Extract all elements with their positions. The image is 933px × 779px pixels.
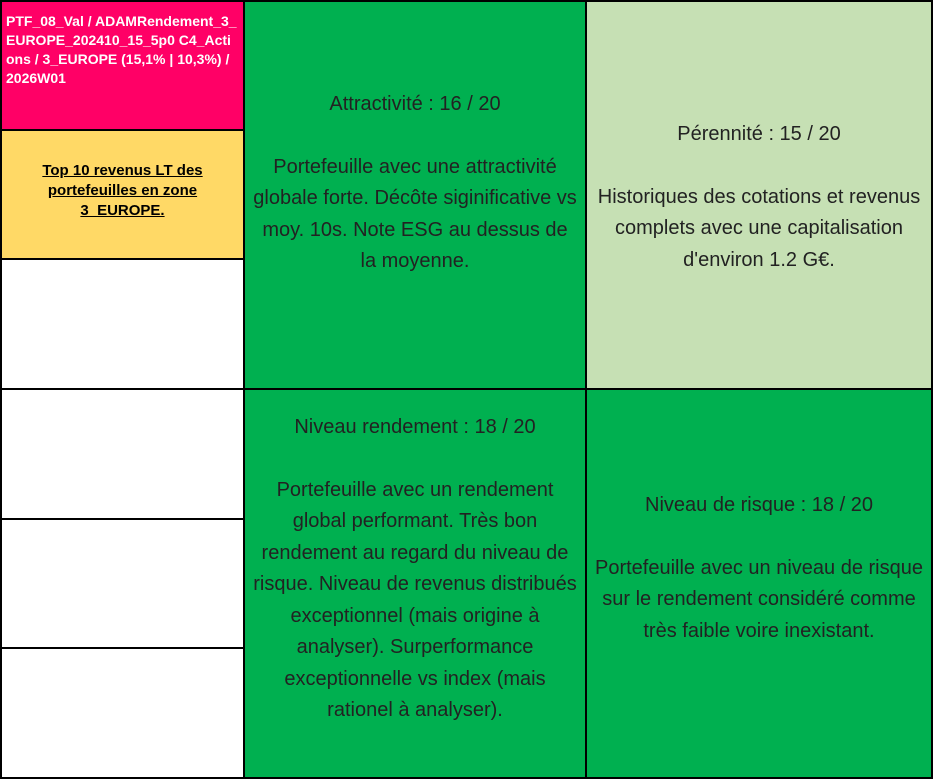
empty-cell bbox=[2, 260, 243, 388]
rendement-panel bbox=[245, 390, 585, 777]
portfolio-subtitle bbox=[2, 131, 243, 258]
perennite-panel bbox=[587, 2, 931, 388]
rendement-heading: Niveau rendement : 18 / 20 bbox=[294, 416, 536, 438]
portfolio-subtitle-text: Top 10 revenus LT des portefeuilles en zone 3_EUROPE. bbox=[42, 162, 203, 219]
perennite-body: Historiques des cotations et revenus complets avec une capitalisation d'environ 1.2 G€. bbox=[597, 185, 921, 271]
attractivite-heading: Attractivité : 16 / 20 bbox=[329, 93, 501, 115]
attractivite-panel bbox=[245, 2, 585, 388]
rendement-body: Portefeuille avec un rendement global performant. Très bon rendement au regard du niveau de risque. Niveau de revenus distribués exceptionnel (mais origine à analyser). Surperformance exceptionnelle vs index (mais rationel à analyser). bbox=[253, 478, 577, 721]
portfolio-title: PTF_08_Val / ADAMRendement_3_EUROPE_202410_15_5p0 C4_Actions / 3_EUROPE (15,1% | 10,3%) / 2026W01 bbox=[2, 2, 243, 129]
perennite-heading: Pérennité : 15 / 20 bbox=[677, 123, 841, 145]
risque-heading: Niveau de risque : 18 / 20 bbox=[645, 494, 873, 516]
risque-body: Portefeuille avec un niveau de risque sur le rendement considéré comme très faible voire inexistant. bbox=[595, 556, 923, 642]
empty-cell bbox=[2, 520, 243, 647]
attractivite-body: Portefeuille avec une attractivité globale forte. Décôte siginificative vs moy. 10s. Note ESG au dessus de la moyenne. bbox=[253, 155, 577, 272]
empty-cell bbox=[2, 390, 243, 518]
empty-cell bbox=[2, 649, 243, 777]
risque-panel bbox=[587, 390, 931, 777]
